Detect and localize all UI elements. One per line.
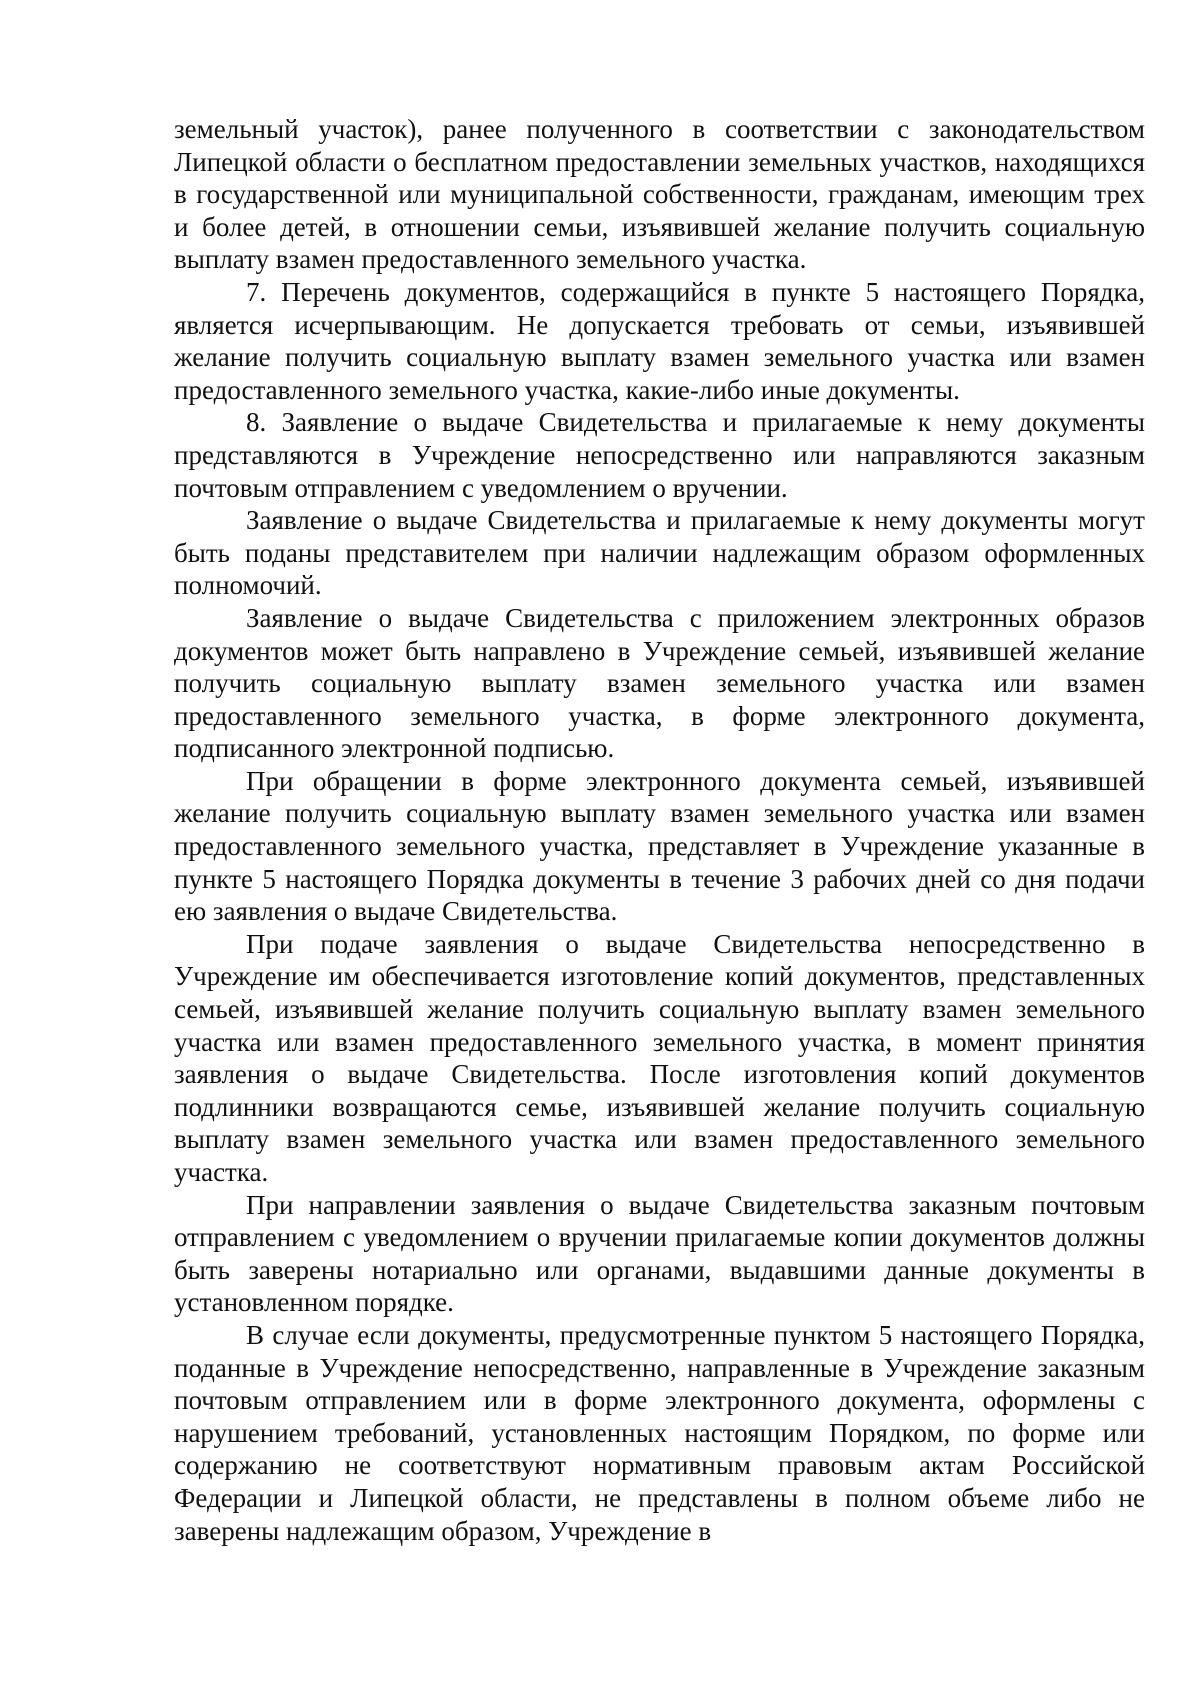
paragraph-violations: В случае если документы, предусмотренные пунктом 5 настоящего Порядка, поданные в Учреждение непосредственно, направленные в Учреждение заказным почтовым отправлением или в форме электронного документа, оформлены с нарушением требований, установленных настоящим Порядком, по форме или содержанию не соответствуют нормативным правовым актам Российской Федерации и Липецкой области, не представлены в полном объеме либо не заверены надлежащим образом, Учреждение в	[174, 1319, 1145, 1546]
paragraph-continuation: земельный участок), ранее полученного в соответствии с законодательством Липецкой области о бесплатном предоставлении земельных участков, находящихся в государственной или муниципальной собственности, гражданам, имеющим трех и более детей, в отношении семьи, изъявившей желание получить социальную выплату взамен предоставленного земельного участка.	[174, 114, 1145, 275]
paragraph-electronic-documents-deadline: При обращении в форме электронного документа семьей, изъявившей желание получить социальную выплату взамен земельного участка или взамен предоставленного земельного участка, представляет в Учреждение указанные в пункте 5 настоящего Порядка документы в течение 3 рабочих дней со дня подачи ею заявления о выдаче Свидетельства.	[174, 765, 1145, 927]
paragraph-direct-submission-copies: При подаче заявления о выдаче Свидетельства непосредственно в Учреждение им обеспечивается изготовление копий документов, представленных семьей, изъявившей желание получить социальную выплату взамен земельного участка или взамен предоставленного земельного участка, в момент принятия заявления о выдаче Свидетельства. После изготовления копий документов подлинники возвращаются семье, изъявившей желание получить социальную выплату взамен земельного участка или взамен предоставленного земельного участка.	[174, 928, 1145, 1187]
paragraph-postal-submission: При направлении заявления о выдаче Свидетельства заказным почтовым отправлением с уведомлением о вручении прилагаемые копии документов должны быть заверены нотариально или органами, выдавшими данные документы в установленном порядке.	[174, 1189, 1145, 1318]
paragraph-item-7: 7. Перечень документов, содержащийся в пункте 5 настоящего Порядка, является исчерпывающим. Не допускается требовать от семьи, изъявившей желание получить социальную выплату взамен земельного участка или взамен предоставленного земельного участка, какие-либо иные документы.	[174, 276, 1145, 405]
paragraph-representative: Заявление о выдаче Свидетельства и прилагаемые к нему документы могут быть поданы представителем при наличии надлежащим образом оформленных полномочий.	[174, 505, 1145, 601]
paragraph-item-8: 8. Заявление о выдаче Свидетельства и прилагаемые к нему документы представляются в Учреждение непосредственно или направляются заказным почтовым отправлением с уведомлением о вручении.	[174, 407, 1145, 503]
document-body	[174, 113, 1145, 1547]
paragraph-electronic-submission: Заявление о выдаче Свидетельства с приложением электронных образов документов может быть направлено в Учреждение семьей, изъявившей желание получить социальную выплату взамен земельного участка или взамен предоставленного земельного участка, в форме электронного документа, подписанного электронной подписью.	[174, 602, 1145, 764]
